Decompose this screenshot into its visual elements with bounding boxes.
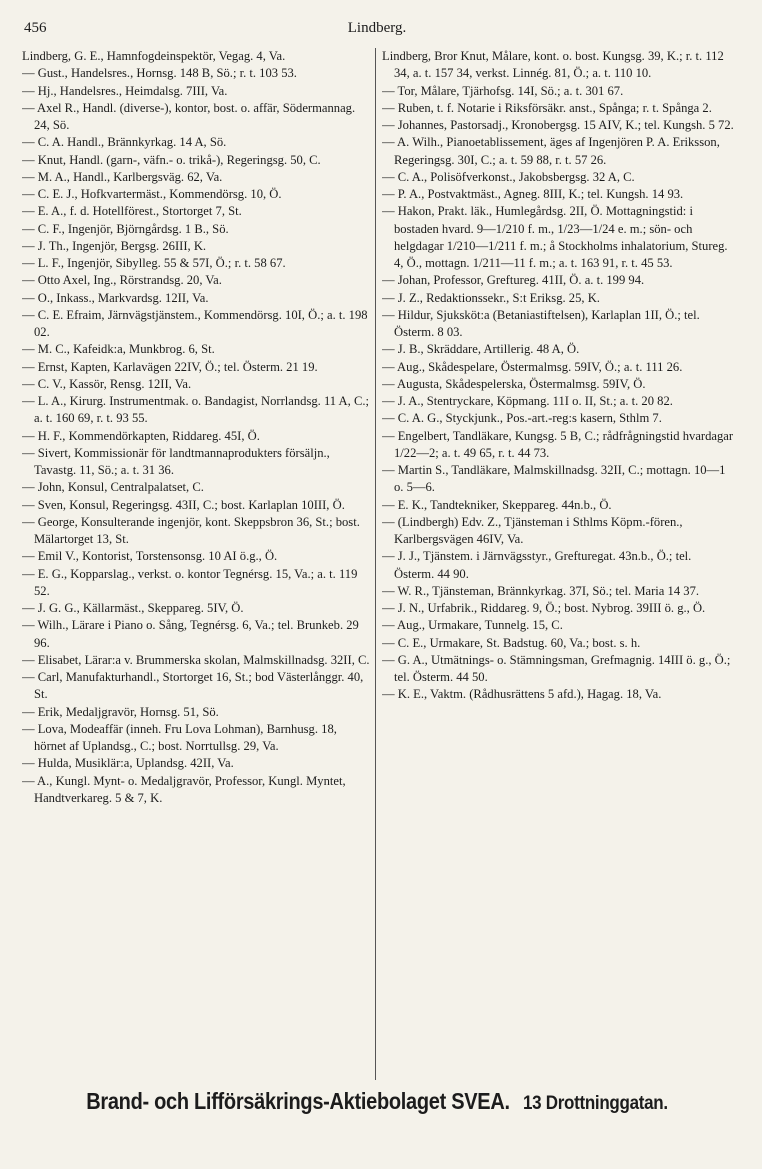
directory-entry: — C. A. G., Styckjunk., Pos.-art.-reg:s kasern, Sthlm 7. bbox=[382, 411, 662, 426]
advert-address: 13 Drottninggatan. bbox=[523, 1091, 668, 1114]
directory-entry: — J. N., Urfabrik., Riddareg. 9, Ö.; bost. Nybrog. 39III ö. g., Ö. bbox=[382, 601, 706, 615]
running-headword: Lindberg. bbox=[347, 20, 407, 36]
directory-entry: — Emil V., Kontorist, Torstensonsg. 10 AI ö.g., Ö. bbox=[22, 549, 278, 564]
directory-columns bbox=[22, 48, 734, 1080]
directory-entry: — Hakon, Prakt. läk., Humlegårdsg. 2II, Ö. Mottagningstid: i bostaden hvard. 9—1/210 f. m., 1/23—1/24 e. m.; sön- och helgdagar 1/210—1/211 f. m.; å Stockholms inhalatorium, Stureg. 4, Ö., mottagn. 1/211—11 f. m.; a. t. 163 91, r. t. 45 53. bbox=[382, 204, 728, 270]
directory-entry: — Wilh., Lärare i Piano o. Sång, Tegnérsg. 6, Va.; tel. Brunkeb. 29 96. bbox=[22, 618, 359, 650]
directory-entry: Lindberg, G. E., Hamnfogdeinspektör, Vegag. 4, Va. bbox=[22, 49, 286, 63]
directory-entry: — Johan, Professor, Greftureg. 41II, Ö. a. t. 199 94. bbox=[382, 273, 645, 288]
directory-entry: — Engelbert, Tandläkare, Kungsg. 5 B, C.; rådfrågningstid hvardagar 1/22—2; a. t. 49 65, r. t. 44 73. bbox=[382, 428, 734, 460]
directory-entry: — Augusta, Skådespelerska, Östermalmsg. 59IV, Ö. bbox=[382, 376, 646, 391]
directory-entry: Lindberg, Bror Knut, Målare, kont. o. bost. Kungsg. 39, K.; r. t. 112 34, a. t. 157 34, verkst. Linnég. 81, Ö.; a. t. 110 10. bbox=[382, 49, 724, 81]
directory-entry: — Gust., Handelsres., Hornsg. 148 B, Sö.; r. t. 103 53. bbox=[22, 66, 297, 81]
directory-entry: — A. Wilh., Pianoetablissement, äges af Ingenjören P. A. Eriksson, Regeringsg. 30I, C.; a. t. 59 88, r. t. 57 26. bbox=[382, 135, 720, 167]
directory-entry: — Ernst, Kapten, Karlavägen 22IV, Ö.; tel. Österm. 21 19. bbox=[22, 359, 318, 374]
directory-entry: — (Lindbergh) Edv. Z., Tjänsteman i Sthlms Köpm.-fören., Karlbergsvägen 46IV, Va. bbox=[382, 514, 683, 546]
directory-entry: — M. A., Handl., Karlbergsväg. 62, Va. bbox=[22, 169, 223, 184]
directory-entry: — Carl, Manufakturhandl., Stortorget 16, St.; bod Västerlånggr. 40, St. bbox=[22, 670, 364, 702]
directory-entry: — J. Z., Redaktionssekr., S:t Eriksg. 25, K. bbox=[382, 290, 600, 305]
directory-entry: — Tor, Målare, Tjärhofsg. 14I, Sö.; a. t. 301 67. bbox=[382, 83, 624, 98]
directory-entry: — E. G., Kopparslag., verkst. o. kontor Tegnérsg. 15, Va.; a. t. 119 52. bbox=[22, 566, 358, 598]
directory-entry: — Aug., Skådespelare, Östermalmsg. 59IV, Ö.; a. t. 111 26. bbox=[382, 359, 683, 374]
directory-entry: — O., Inkass., Markvardsg. 12II, Va. bbox=[22, 290, 209, 305]
advert-text: Brand- och Lifförsäkrings-Aktiebolaget SVEA. bbox=[86, 1089, 510, 1115]
directory-entry: — G. A., Utmätnings- o. Stämningsman, Grefmagnig. 14III ö. g., Ö.; tel. Österm. 44 50. bbox=[382, 652, 731, 684]
directory-entry: — Erik, Medaljgravör, Hornsg. 51, Sö. bbox=[22, 704, 219, 719]
directory-entry: — Elisabet, Lärar:a v. Brummerska skolan, Malmskillnadsg. 32II, C. bbox=[22, 652, 370, 667]
directory-entry: — J. G. G., Källarmäst., Skeppareg. 5IV, Ö. bbox=[22, 601, 244, 615]
directory-entry: — H. F., Kommendörkapten, Riddareg. 45I, Ö. bbox=[22, 428, 260, 443]
directory-entry: — C. E. Efraim, Järnvägstjänstem., Kommendörsg. 10I, Ö.; a. t. 198 02. bbox=[22, 307, 368, 339]
directory-entry: — C. E. J., Hofkvartermäst., Kommendörsg. 10, Ö. bbox=[22, 187, 282, 201]
directory-entry: — Sivert, Kommissionär för landtmannaprodukters försäljn., Tavastg. 11, Sö.; a. t. 31 36. bbox=[22, 445, 330, 477]
directory-entry: — Axel R., Handl. (diverse-), kontor, bost. o. affär, Södermannag. 24, Sö. bbox=[22, 100, 356, 132]
directory-entry: — W. R., Tjänsteman, Brännkyrkag. 37I, Sö.; tel. Maria 14 37. bbox=[382, 583, 700, 598]
page-number: 456 bbox=[24, 20, 47, 36]
footer-advert bbox=[22, 1089, 732, 1115]
directory-entry: — A., Kungl. Mynt- o. Medaljgravör, Professor, Kungl. Myntet, Handtverkareg. 5 & 7, K. bbox=[22, 773, 346, 805]
directory-entry: — C. E., Urmakare, St. Badstug. 60, Va.; bost. s. h. bbox=[382, 635, 641, 650]
right-column bbox=[382, 48, 734, 1080]
directory-entry: — Hildur, Sjuksköt:a (Betaniastiftelsen), Karlaplan 1II, Ö.; tel. Österm. 8 03. bbox=[382, 307, 700, 339]
directory-entry: — J. B., Skräddare, Artillerig. 48 A, Ö. bbox=[382, 342, 580, 357]
directory-entry: — K. E., Vaktm. (Rådhusrättens 5 afd.), Hagag. 18, Va. bbox=[382, 687, 662, 702]
directory-entry: — J. J., Tjänstem. i Järnvägsstyr., Grefturegat. 43n.b., Ö.; tel. Österm. 44 90. bbox=[382, 549, 692, 581]
directory-entry: — Johannes, Pastorsadj., Kronobergsg. 15 AIV, K.; tel. Kungsh. 5 72. bbox=[382, 118, 734, 132]
directory-entry: — Lova, Modeaffär (inneh. Fru Lova Lohman), Barnhusg. 18, hörnet af Uplandsg., C.; bost. Norrtullsg. 29, Va. bbox=[22, 721, 337, 753]
directory-entry: — L. A., Kirurg. Instrumentmak. o. Bandagist, Norrlandsg. 11 A, C.; a. t. 160 69, r. t. 93 55. bbox=[22, 394, 369, 426]
directory-entry: — Aug., Urmakare, Tunnelg. 15, C. bbox=[382, 618, 563, 633]
directory-entry: — C. F., Ingenjör, Björngårdsg. 1 B., Sö. bbox=[22, 221, 229, 236]
directory-entry: — C. A., Polisöfverkonst., Jakobsbergsg. 32 A, C. bbox=[382, 169, 635, 184]
directory-entry: — Hj., Handelsres., Heimdalsg. 7III, Va. bbox=[22, 83, 228, 98]
directory-entry: — Hulda, Musiklär:a, Uplandsg. 42II, Va. bbox=[22, 756, 234, 771]
directory-entry: — J. A., Stentryckare, Köpmang. 11I o. II, St.; a. t. 20 82. bbox=[382, 394, 673, 408]
directory-entry: — C. A. Handl., Brännkyrkag. 14 A, Sö. bbox=[22, 135, 227, 150]
column-divider bbox=[375, 48, 376, 1080]
directory-entry: — L. F., Ingenjör, Sibylleg. 55 & 57I, Ö.; r. t. 58 67. bbox=[22, 256, 286, 270]
directory-entry: — Otto Axel, Ing., Rörstrandsg. 20, Va. bbox=[22, 273, 222, 288]
directory-entry: — Martin S., Tandläkare, Malmskillnadsg. 32II, C.; mottagn. 10—1 o. 5—6. bbox=[382, 463, 726, 495]
directory-entry: — J. Th., Ingenjör, Bergsg. 26III, K. bbox=[22, 238, 207, 253]
directory-entry: — George, Konsulterande ingenjör, kont. Skeppsbron 36, St.; bost. Mälartorget 13, St. bbox=[22, 514, 360, 546]
directory-entry: — E. K., Tandtekniker, Skeppareg. 44n.b., Ö. bbox=[382, 497, 612, 512]
directory-entry: — Knut, Handl. (garn-, väfn.- o. trikå-), Regeringsg. 50, C. bbox=[22, 152, 321, 167]
directory-entry: — Sven, Konsul, Regeringsg. 43II, C.; bost. Karlaplan 10III, Ö. bbox=[22, 497, 345, 512]
directory-entry: — Ruben, t. f. Notarie i Riksförsäkr. anst., Spånga; r. t. Spånga 2. bbox=[382, 100, 712, 115]
directory-entry: — M. C., Kafeidk:a, Munkbrog. 6, St. bbox=[22, 342, 215, 357]
left-column bbox=[22, 48, 371, 1080]
directory-entry: — P. A., Postvaktmäst., Agneg. 8III, K.; tel. Kungsh. 14 93. bbox=[382, 187, 684, 201]
directory-entry: — E. A., f. d. Hotellförest., Stortorget 7, St. bbox=[22, 204, 242, 219]
directory-entry: — C. V., Kassör, Rensg. 12II, Va. bbox=[22, 376, 192, 391]
page-header bbox=[24, 20, 730, 44]
directory-entry: — John, Konsul, Centralpalatset, C. bbox=[22, 480, 204, 495]
